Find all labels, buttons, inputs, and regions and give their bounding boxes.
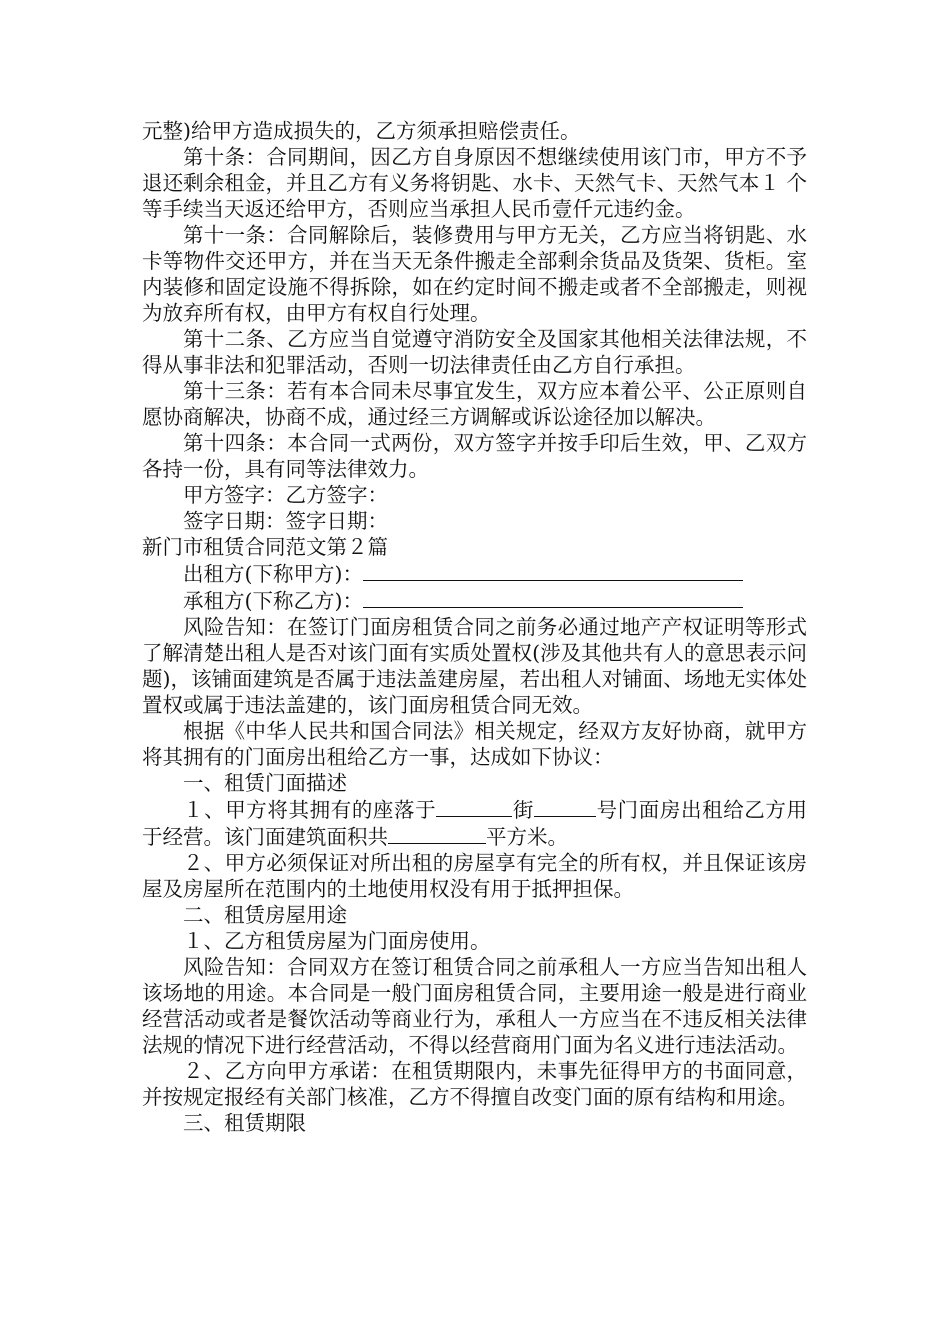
item-1-1 <box>142 796 807 850</box>
item-2-2: ２、乙方向甲方承诺：在租赁期限内，未事先征得甲方的书面同意，并按规定报经有关部门核准，乙方不得擅自改变门面的原有结构和用途。 <box>142 1059 807 1109</box>
clause-14: 第十四条：本合同一式两份，双方签字并按手印后生效，甲、乙双方各持一份，具有同等法律效力。 <box>142 431 807 481</box>
street-blank <box>436 796 512 817</box>
document-body <box>142 118 807 1136</box>
item-1-1-part-c: 号门面房出租给乙方用于经营。该门面建筑面积共 <box>142 798 808 849</box>
number-blank <box>534 796 596 817</box>
risk-notice-2: 风险告知：合同双方在签订租赁合同之前承租人一方应当告知出租人该场地的用途。本合同是一般门面房租赁合同，主要用途一般是进行商业经营活动或者是餐饮活动等商业行为，承租人一方应当在不违反相关法律法规的情况下进行经营活动，不得以经营商用门面为名义进行违法活动。 <box>142 955 807 1057</box>
signature-date-line: 签字日期：签字日期： <box>183 509 388 533</box>
area-blank <box>388 823 486 844</box>
risk-notice-1: 风险告知：在签订门面房租赁合同之前务必通过地产产权证明等形式了解清楚出租人是否对该门面有实质处置权(涉及其他共有人的意思表示问题)，该铺面建筑是否属于违法盖建房屋，若出租人对铺面、场地无实体处置权或属于违法盖建的，该门面房租赁合同无效。 <box>142 615 807 717</box>
lessor-line <box>142 560 807 587</box>
heading-section-3: 三、租赁期限 <box>183 1111 306 1135</box>
lessor-label: 出租方(下称甲方)： <box>183 562 363 586</box>
item-1-1-part-a: １、甲方将其拥有的座落于 <box>183 798 437 822</box>
lessee-line <box>142 587 807 614</box>
item-2-1: １、乙方租赁房屋为门面房使用。 <box>183 929 491 953</box>
lessee-blank <box>363 587 743 608</box>
clause-11: 第十一条：合同解除后，装修费用与甲方无关，乙方应当将钥匙、水卡等物件交还甲方，并在当天无条件搬走全部剩余货品及货架、货柜。室内装修和固定设施不得拆除，如在约定时间不搬走或者不全部搬走，则视为放弃所有权，由甲方有权自行处理。 <box>142 223 807 325</box>
signature-line: 甲方签字：乙方签字： <box>183 483 388 507</box>
paragraph-continuation: 元整)给甲方造成损失的，乙方须承担赔偿责任。 <box>142 119 581 143</box>
lessee-label: 承租方(下称乙方)： <box>183 589 363 613</box>
item-1-1-part-d: 平方米。 <box>486 825 568 849</box>
heading-section-2: 二、租赁房屋用途 <box>183 903 347 927</box>
item-1-2: ２、甲方必须保证对所出租的房屋享有完全的所有权，并且保证该房屋及房屋所在范围内的土地使用权没有用于抵押担保。 <box>142 851 807 901</box>
lessor-blank <box>363 560 743 581</box>
heading-section-1: 一、租赁门面描述 <box>183 771 347 795</box>
item-1-1-part-b: 街 <box>512 798 534 822</box>
section-title: 新门市租赁合同范文第２篇 <box>142 535 388 559</box>
clause-12: 第十二条、乙方应当自觉遵守消防安全及国家其他相关法律法规，不得从事非法和犯罪活动，否则一切法律责任由乙方自行承担。 <box>142 327 807 377</box>
clause-13: 第十三条：若有本合同未尽事宜发生，双方应本着公平、公正原则自愿协商解决，协商不成，通过经三方调解或诉讼途径加以解决。 <box>142 379 807 429</box>
agreement-intro: 根据《中华人民共和国合同法》相关规定，经双方友好协商，就甲方将其拥有的门面房出租给乙方一事，达成如下协议： <box>142 719 807 769</box>
clause-10: 第十条：合同期间，因乙方自身原因不想继续使用该门市，甲方不予退还剩余租金，并且乙方有义务将钥匙、水卡、天然气卡、天然气本１ 个等手续当天返还给甲方，否则应当承担人民币壹仟元违约金。 <box>142 145 807 221</box>
